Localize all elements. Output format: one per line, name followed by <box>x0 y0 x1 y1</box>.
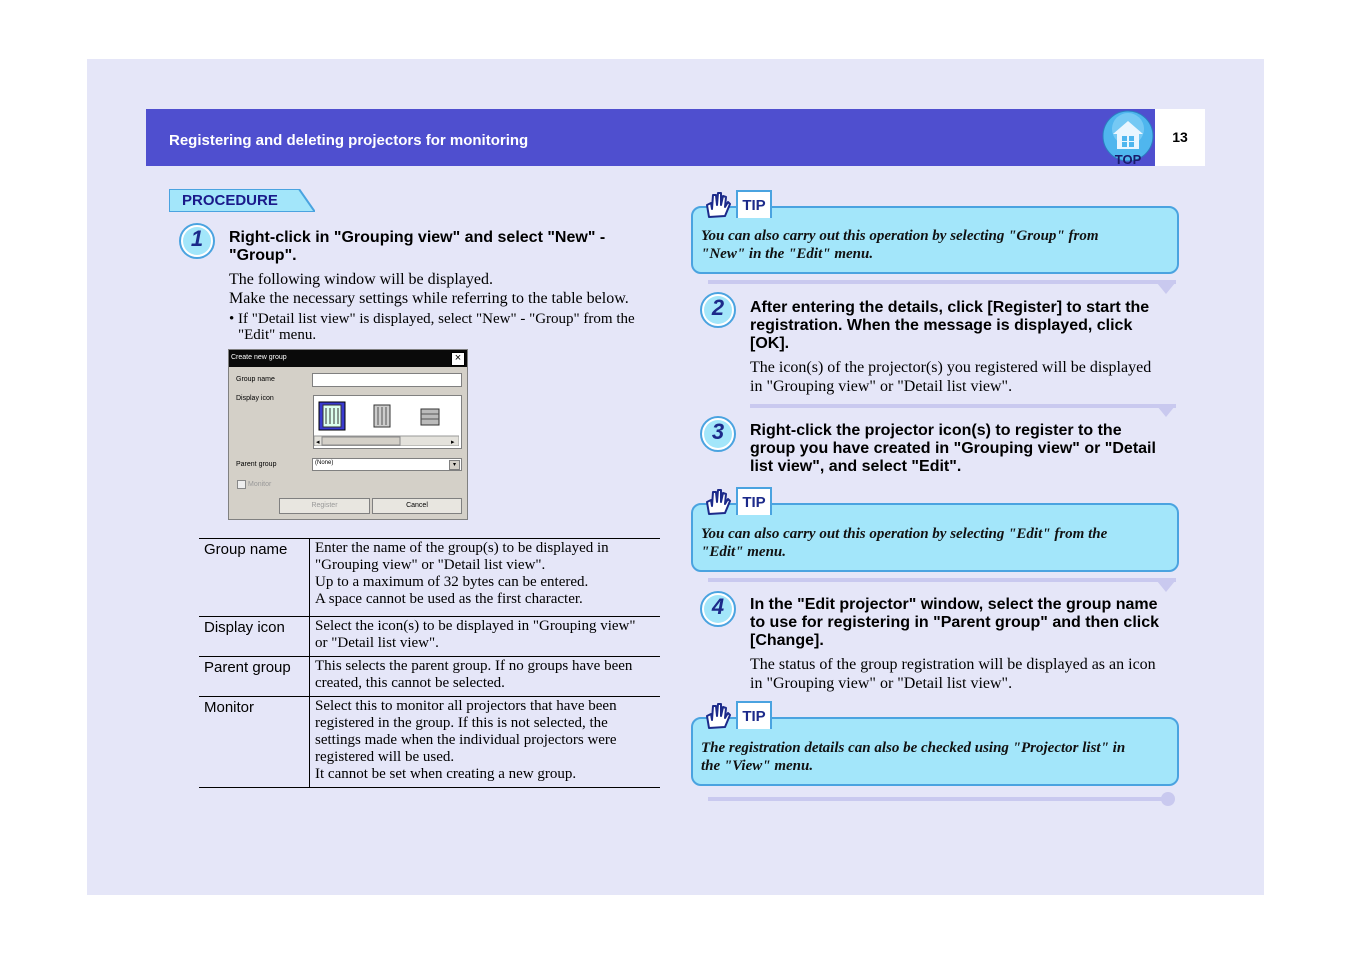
page-title: Registering and deleting projectors for monitoring <box>169 132 529 149</box>
separator <box>750 404 1176 408</box>
icon-picker[interactable] <box>313 395 462 449</box>
dialog-titlebar <box>229 350 467 367</box>
top-home-button[interactable] <box>1101 109 1155 165</box>
table-row <box>199 697 660 788</box>
table-row <box>199 539 660 617</box>
separator <box>708 797 1166 801</box>
step-2-body: The icon(s) of the projector(s) you registered will be displayed in "Grouping view" or "Detail list view". <box>750 359 1152 395</box>
step-number: 2 <box>711 295 725 320</box>
tip-box-1 <box>691 190 1181 280</box>
step-2-badge <box>700 292 736 328</box>
step-4-badge <box>700 591 736 627</box>
step-2-title: After entering the details, click [Register] to start the registration. When the message is displayed, click [OK]. <box>750 299 1150 352</box>
tip-tab: TIP <box>736 190 772 218</box>
hand-icon <box>703 702 733 732</box>
table-row <box>199 657 660 697</box>
dialog-title: Create new group <box>231 354 287 361</box>
step-1-body <box>229 270 659 308</box>
row-description: Select the icon(s) to be displayed in "Grouping view" or "Detail list view". <box>310 617 661 657</box>
tip-text: The registration details can also be checked using "Projector list" in the "View" menu. <box>701 740 1126 774</box>
hand-icon <box>703 191 733 221</box>
monitor-checkbox[interactable] <box>237 480 246 489</box>
body-line: Make the necessary settings while referring to the table below. <box>229 290 629 307</box>
parent-group-value: (None) <box>315 460 334 466</box>
step-1-title <box>229 229 649 265</box>
projector-icon-stack <box>421 409 439 425</box>
separator-arrow <box>1157 581 1175 592</box>
separator-arrow <box>1157 406 1175 417</box>
step-number: 1 <box>190 226 204 251</box>
row-description: Enter the name of the group(s) to be displayed in "Grouping view" or "Detail list view". Up to a maximum of 32 bytes can be entered. A space cannot be used as the first character. <box>310 539 661 617</box>
chevron-down-icon[interactable]: ▾ <box>449 460 460 470</box>
tip-tab: TIP <box>736 487 772 515</box>
hand-icon <box>703 488 733 518</box>
tip-text: You can also carry out this operation by selecting "Edit" from the "Edit" menu. <box>701 526 1108 560</box>
body-line: The following window will be displayed. <box>229 271 493 288</box>
note-line: "Edit" menu. <box>238 327 317 343</box>
tip-text: You can also carry out this operation by selecting "Group" from "New" in the "Edit" menu. <box>701 228 1099 262</box>
row-term: Display icon <box>199 617 310 657</box>
monitor-label: Monitor <box>248 481 272 488</box>
procedure-label <box>169 189 315 212</box>
row-term: Group name <box>199 539 310 617</box>
row-term: Parent group <box>199 657 310 697</box>
step-1-badge <box>179 223 215 259</box>
separator <box>708 280 1176 284</box>
display-icon-label: Display icon <box>236 395 274 402</box>
step-3-badge <box>700 416 736 452</box>
row-description: This selects the parent group. If no groups have been created, this cannot be selected. <box>310 657 661 697</box>
step-3-title: Right-click the projector icon(s) to register to the group you have created in "Grouping view" or "Detail list view", and select "Edit". <box>750 422 1156 475</box>
close-icon[interactable]: × <box>451 352 465 366</box>
create-new-group-dialog <box>228 349 468 520</box>
header-bar <box>146 109 1155 166</box>
row-description: Select this to monitor all projectors that have been registered in the group. If this is not selected, the settings made when the individual projectors were registered will be used. It cannot be set when creating a new group. <box>310 697 661 788</box>
home-icon <box>1101 109 1155 165</box>
title-line: Right-click in "Grouping view" and select "New" - <box>229 229 606 246</box>
title-line: "Group". <box>229 247 297 264</box>
svg-text:▸: ▸ <box>451 438 455 446</box>
tip-box-3 <box>691 701 1181 793</box>
procedure-text: PROCEDURE <box>182 192 278 209</box>
end-dot <box>1160 791 1176 807</box>
step-number: 4 <box>711 594 725 619</box>
register-button[interactable]: Register <box>279 498 370 514</box>
cancel-button[interactable]: Cancel <box>372 498 462 514</box>
step-number: 3 <box>711 419 725 444</box>
step-4-title: In the "Edit projector" window, select the group name to use for registering in "Parent group" and then click [Change]. <box>750 596 1160 649</box>
group-name-input[interactable] <box>312 373 462 387</box>
tip-tab: TIP <box>736 701 772 729</box>
svg-text:◂: ◂ <box>316 438 320 446</box>
separator-arrow <box>1157 283 1175 294</box>
parent-group-select[interactable] <box>312 458 462 471</box>
step-1-note <box>229 311 659 343</box>
row-term: Monitor <box>199 697 310 788</box>
note-line: • If "Detail list view" is displayed, select "New" - "Group" from the <box>229 311 635 327</box>
page-number-box <box>1155 109 1205 166</box>
settings-table <box>199 538 660 788</box>
table-row <box>199 617 660 657</box>
page-number: 13 <box>1172 129 1188 145</box>
top-label: TOP <box>1114 152 1142 165</box>
tip-box-2 <box>691 487 1181 579</box>
parent-group-label: Parent group <box>236 461 277 468</box>
step-4-body: The status of the group registration will be displayed as an icon in "Grouping view" or "Detail list view". <box>750 656 1156 692</box>
group-name-label: Group name <box>236 376 275 383</box>
separator <box>708 578 1176 582</box>
